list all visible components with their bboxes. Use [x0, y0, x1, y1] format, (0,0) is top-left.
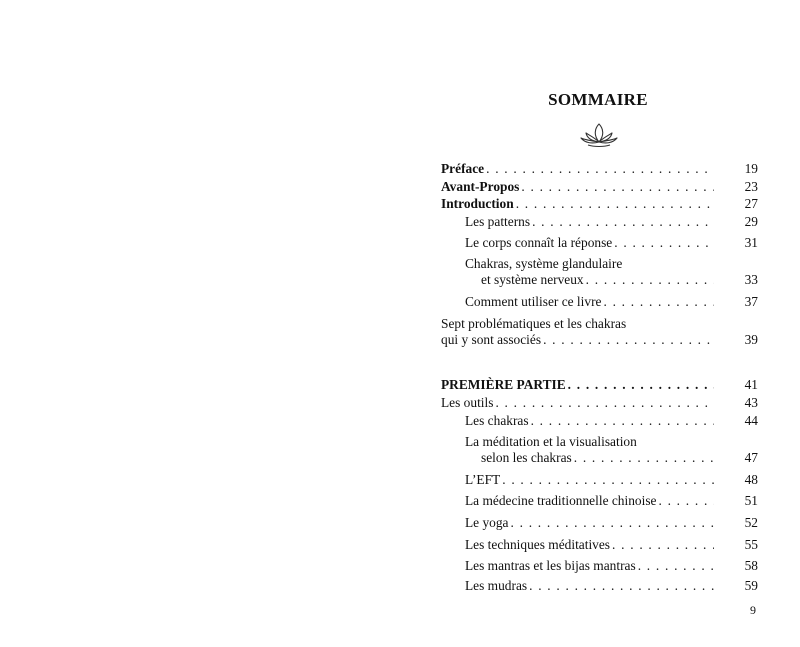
leader-dots [529, 578, 714, 594]
toc-page-number: 37 [744, 294, 758, 309]
leader-dots [543, 332, 714, 348]
toc-label-continued: et système nerveux [481, 272, 584, 287]
toc-label: Les chakras [465, 413, 529, 428]
leader-dots [511, 515, 715, 531]
leader-dots [516, 196, 714, 212]
toc-label: La médecine traditionnelle chinoise [465, 493, 657, 508]
leader-dots [658, 493, 714, 509]
leader-dots [586, 272, 714, 288]
toc-label: Chakras, système glandulaire [465, 256, 623, 271]
toc-entry-introduction[interactable] [441, 196, 758, 212]
toc-label: PREMIÈRE PARTIE [441, 377, 566, 392]
leader-dots [495, 395, 714, 411]
toc-label: Avant-Propos [441, 179, 520, 194]
toc-entry-patterns[interactable] [441, 214, 758, 230]
toc-page-number: 31 [744, 235, 758, 250]
toc-page-number: 39 [744, 332, 758, 347]
leader-dots [502, 472, 714, 488]
leader-dots [486, 161, 714, 177]
toc-label: Sept problématiques et les chakras [441, 316, 627, 331]
toc-label: Le corps connaît la réponse [465, 235, 613, 250]
leader-dots [532, 214, 714, 230]
toc-entry-corps[interactable] [441, 235, 758, 251]
toc-entry-premiere-partie[interactable] [441, 377, 758, 393]
toc-page-number: 48 [744, 472, 758, 487]
toc-entry-meditation[interactable] [441, 434, 758, 466]
toc-entry-mudras[interactable] [441, 578, 758, 594]
toc-page-number: 58 [744, 558, 758, 573]
toc-page-number: 59 [744, 578, 758, 593]
toc-entry-comment-utiliser[interactable] [441, 294, 758, 310]
page-folio: 9 [750, 603, 756, 617]
toc-entry-sept-problematiques[interactable] [441, 316, 758, 348]
toc-page-number: 41 [744, 377, 758, 392]
toc-entry-medecine-chinoise[interactable] [441, 493, 758, 509]
leader-dots [574, 450, 714, 466]
toc-label-continued: qui y sont associés [441, 332, 542, 347]
leader-dots [614, 235, 714, 251]
leader-dots [568, 377, 714, 393]
toc-label: Préface [441, 161, 485, 176]
toc-entry-avant-propos[interactable] [441, 179, 758, 195]
toc-label: Les mudras [465, 578, 528, 593]
toc-entry-mantras[interactable] [441, 558, 758, 574]
toc-page-number: 43 [744, 395, 758, 410]
toc-label: L’EFT [465, 472, 501, 487]
toc-label-continued: selon les chakras [481, 450, 572, 465]
leader-dots [638, 558, 714, 574]
leader-dots [521, 179, 714, 195]
toc-page-number: 23 [744, 179, 758, 194]
toc-entry-les-chakras[interactable] [441, 413, 758, 429]
toc-label: La méditation et la visualisation [465, 434, 637, 449]
page-title: SOMMAIRE [548, 90, 648, 109]
toc-label: Introduction [441, 196, 514, 211]
toc-entry-eft[interactable] [441, 472, 758, 488]
toc-page-number: 55 [744, 537, 758, 552]
toc-page-number: 29 [744, 214, 758, 229]
toc-entry-chakras-systeme[interactable] [441, 256, 758, 288]
toc-label: Le yoga [465, 515, 509, 530]
toc-page-number: 51 [744, 493, 758, 508]
toc-label: Les mantras et les bijas mantras [465, 558, 636, 573]
lotus-icon [579, 121, 619, 149]
leader-dots [603, 294, 714, 310]
toc-entry-yoga[interactable] [441, 515, 758, 531]
toc-page-number: 44 [744, 413, 758, 428]
toc-entry-techniques-meditatives[interactable] [441, 537, 758, 553]
toc-label: Comment utiliser ce livre [465, 294, 602, 309]
toc-page-number: 27 [744, 196, 758, 211]
leader-dots [531, 413, 714, 429]
toc-page-number: 33 [744, 272, 758, 287]
toc-page-number: 52 [744, 515, 758, 530]
leader-dots [612, 537, 714, 553]
toc-label: Les outils [441, 395, 494, 410]
toc-page-number: 47 [744, 450, 758, 465]
toc-label: Les patterns [465, 214, 531, 229]
toc-label: Les techniques méditatives [465, 537, 611, 552]
toc-entry-preface[interactable] [441, 161, 758, 177]
toc-page-number: 19 [744, 161, 758, 176]
toc-entry-les-outils[interactable] [441, 395, 758, 411]
